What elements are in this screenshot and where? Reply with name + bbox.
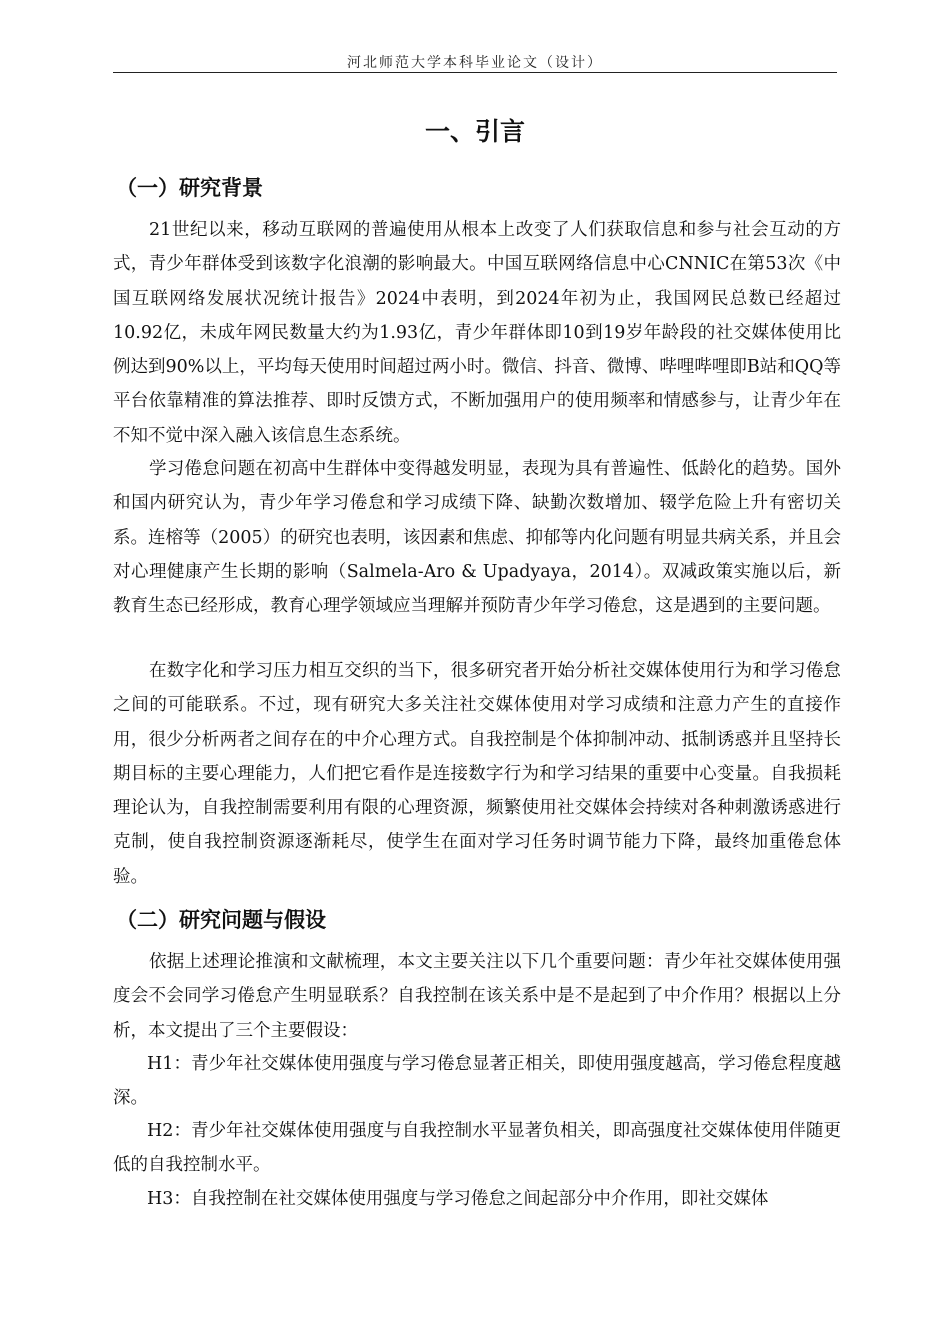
- hypothesis-h1: H1：青少年社交媒体使用强度与学习倦怠显著正相关，即使用强度越高，学习倦怠程度越深。: [113, 1054, 841, 1109]
- paragraph-questions-intro: 依据上述理论推演和文献梳理，本文主要关注以下几个重要问题：青少年社交媒体使用强度会不会同学习倦怠产生明显联系？自我控制在该关系中是不是起到了中介作用？根据以上分析，本文提出了三个主要假设：: [113, 952, 841, 1041]
- section-title-questions: （二）研究问题与假设: [116, 908, 326, 932]
- chapter-title: 一、引言: [424, 117, 525, 146]
- hypothesis-h3: H3：自我控制在社交媒体使用强度与学习倦怠之间起部分中介作用，即社交媒体: [147, 1189, 769, 1209]
- hypothesis-h2: H2：青少年社交媒体使用强度与自我控制水平显著负相关，即高强度社交媒体使用伴随更低的自我控制水平。: [113, 1121, 841, 1176]
- section-title-background: （一）研究背景: [116, 176, 263, 200]
- paragraph-background-3: 在数字化和学习压力相互交织的当下，很多研究者开始分析社交媒体使用行为和学习倦怠之间的可能联系。不过，现有研究大多关注社交媒体使用对学习成绩和注意力产生的直接作用，很少分析两者之间存在的中介心理方式。自我控制是个体抑制冲动、抵制诱惑并且坚持长期目标的主要心理能力，人们把它看作是连接数字行为和学习结果的重要中心变量。自我损耗理论认为，自我控制需要利用有限的心理资源，频繁使用社交媒体会持续对各种刺激诱惑进行克制，使自我控制资源逐渐耗尽，使学生在面对学习任务时调节能力下降，最终加重倦怠体验。: [113, 661, 841, 887]
- header-divider: [113, 72, 837, 73]
- paragraph-background-1: 21世纪以来，移动互联网的普遍使用从根本上改变了人们获取信息和参与社会互动的方式，青少年群体受到该数字化浪潮的影响最大。中国互联网络信息中心CNNIC在第53次《中国互联网络发展状况统计报告》2024中表明，到2024年初为止，我国网民总数已经超过10.92亿，未成年网民数量大约为1.93亿，青少年群体即10到19岁年龄段的社交媒体使用比例达到90%以上，平均每天使用时间超过两小时。微信、抖音、微博、哔哩哔哩即B站和QQ等平台依靠精准的算法推荐、即时反馈方式，不断加强用户的使用频率和情感参与，让青少年在不知不觉中深入融入该信息生态系统。: [113, 220, 841, 446]
- paragraph-background-2: 学习倦怠问题在初高中生群体中变得越发明显，表现为具有普遍性、低龄化的趋势。国外和国内研究认为，青少年学习倦怠和学习成绩下降、缺勤次数增加、辍学危险上升有密切关系。连榕等（2005）的研究也表明，该因素和焦虑、抑郁等内化问题有明显共病关系，并且会对心理健康产生长期的影响（Salmela-Aro & Upadyaya，2014）。双减政策实施以后，新教育生态已经形成，教育心理学领域应当理解并预防青少年学习倦怠，这是遇到的主要问题。: [113, 459, 841, 617]
- page-header: 河北师范大学本科毕业论文（设计）: [347, 55, 603, 71]
